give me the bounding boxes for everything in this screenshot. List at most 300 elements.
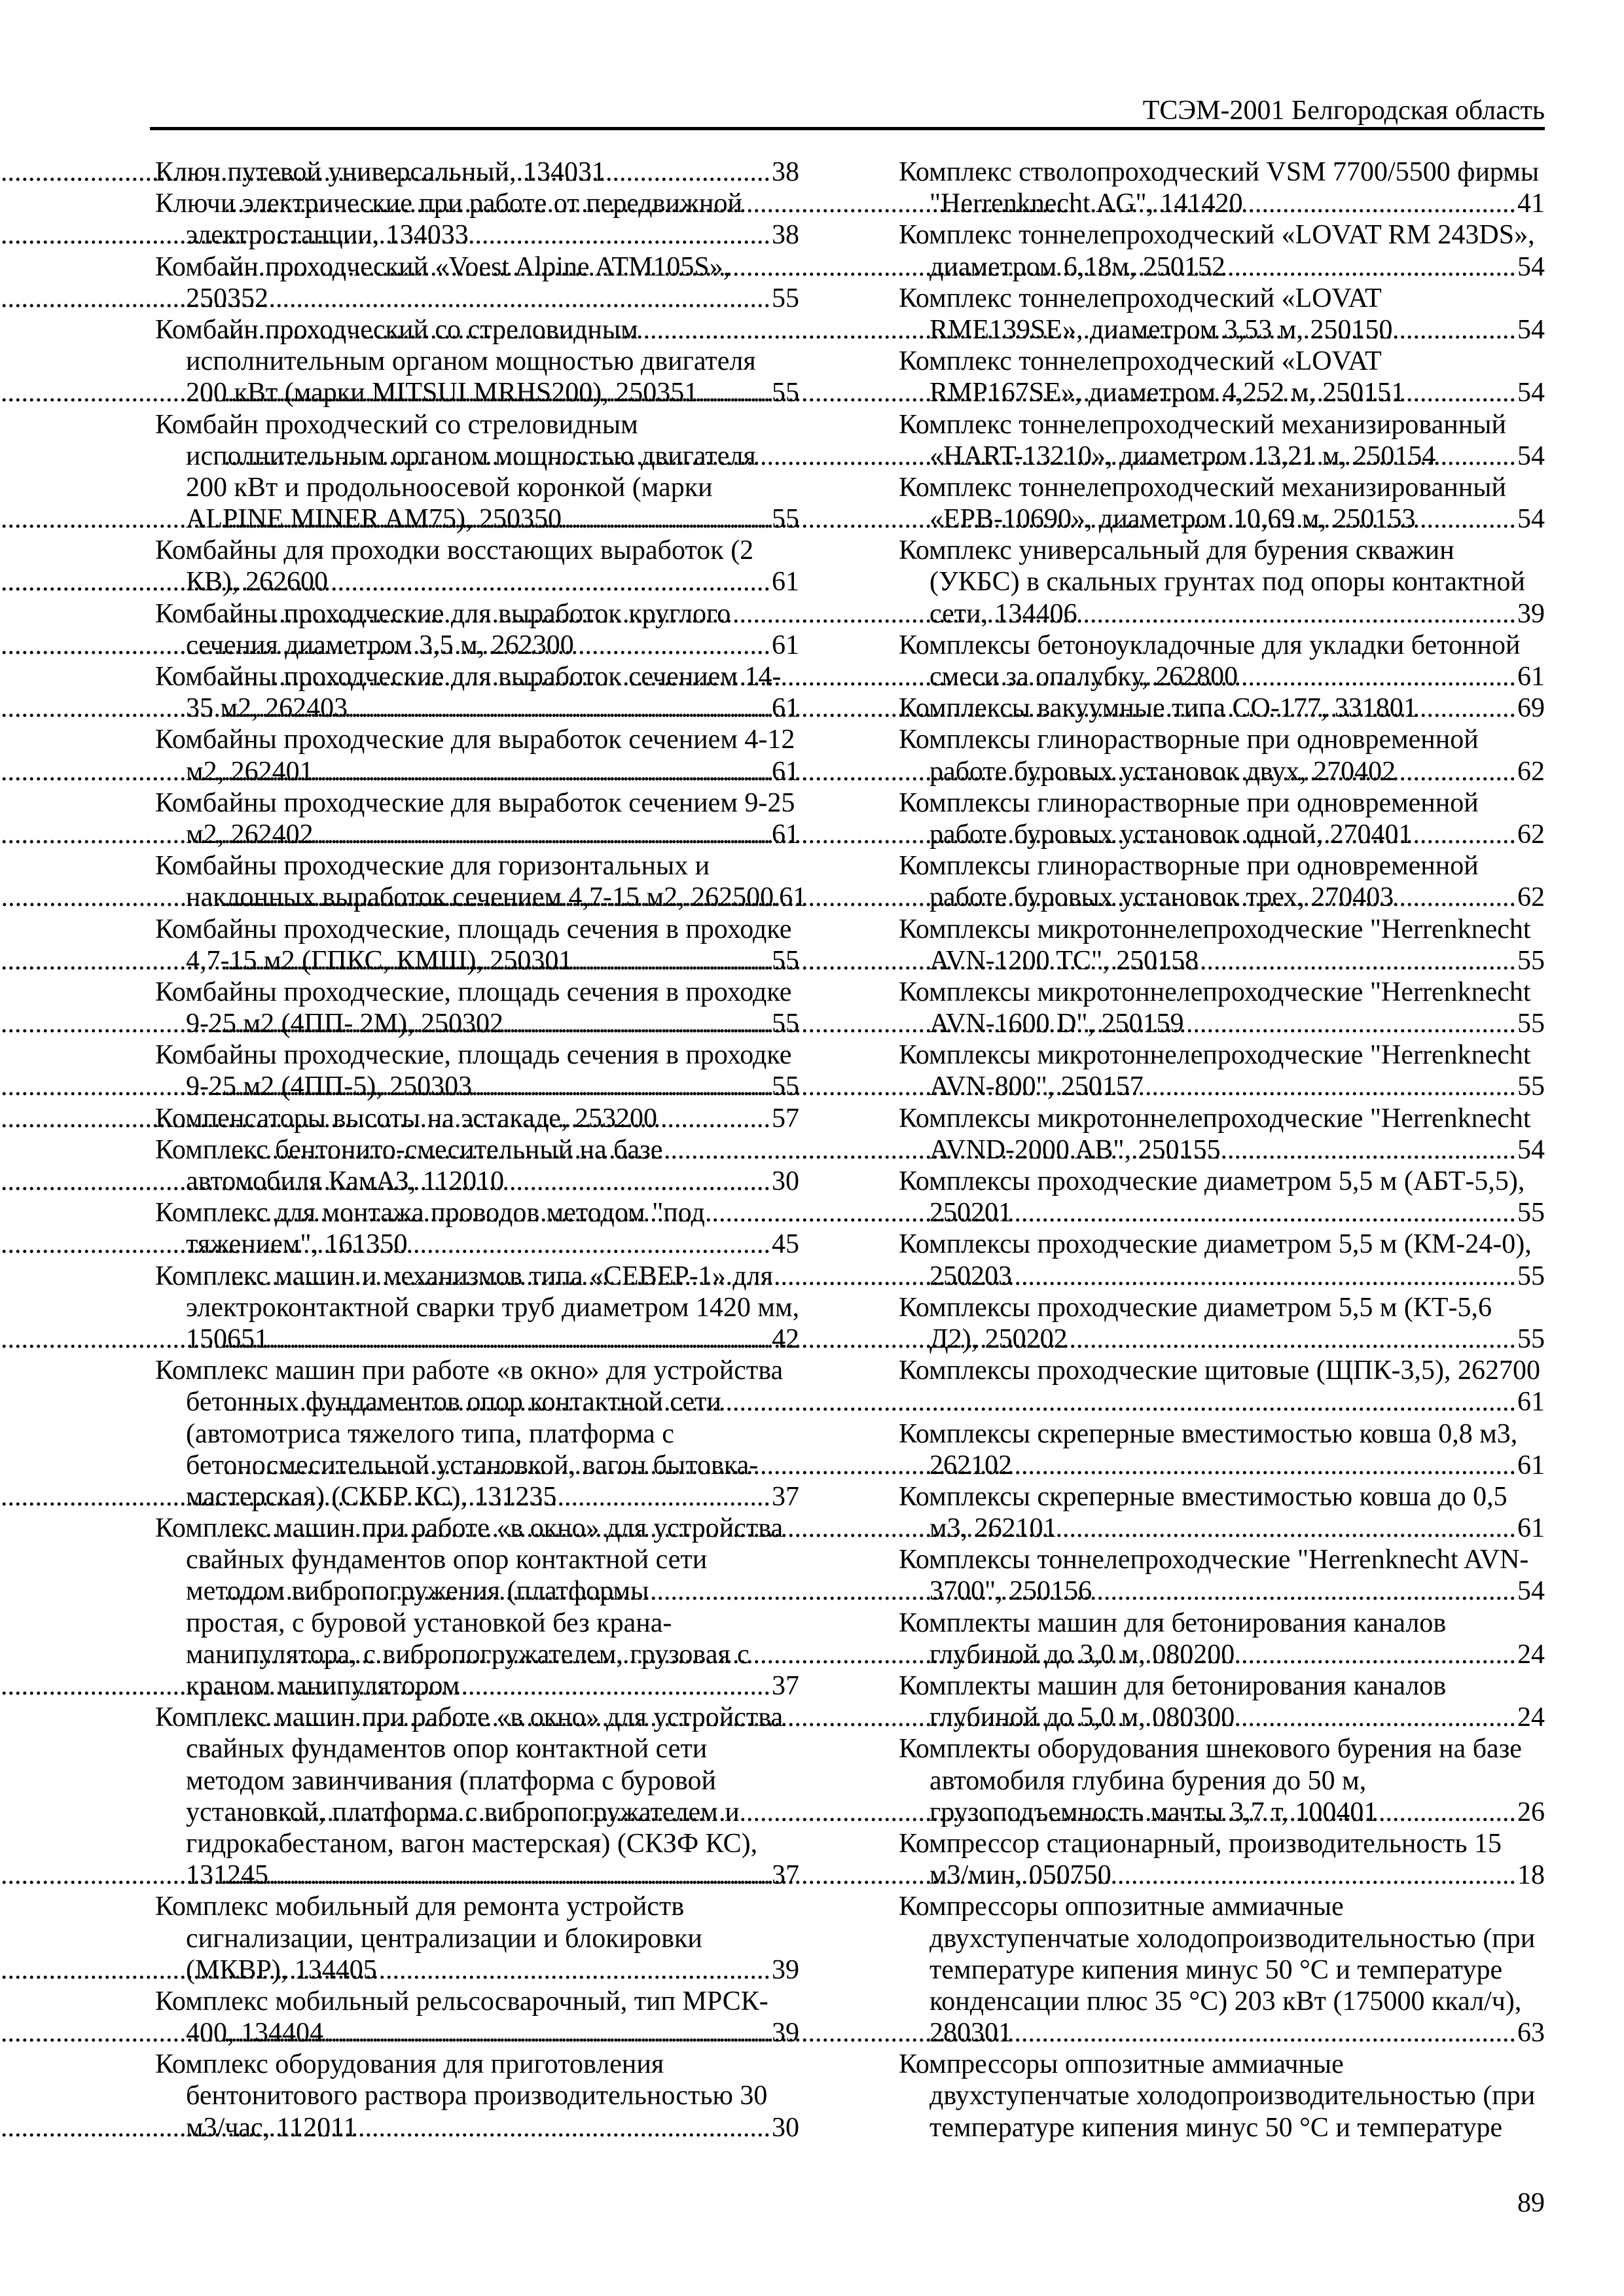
entry-page-number: 24: [1517, 1702, 1545, 1733]
dot-leader: [1057, 1513, 1517, 1544]
entry-page-number: 41: [1517, 188, 1545, 219]
entry-text: Комплекс бентонито-смесительный на базе: [155, 1134, 663, 1165]
index-entry-line: [155, 2112, 799, 2144]
index-entry-line: [899, 1702, 1545, 1733]
entry-text: RMP167SE», диаметром 4,252 м, 250151: [929, 378, 1405, 408]
dot-leader: [574, 630, 772, 661]
entry-page-number: 55: [1517, 1323, 1545, 1354]
dot-leader: [504, 1166, 772, 1197]
index-entry-line: [899, 945, 1545, 977]
entry-text: 400, 134404: [186, 2018, 323, 2049]
dot-leader: [1111, 1859, 1517, 1891]
entry-page-number: 55: [772, 378, 799, 408]
index-entry-line: [899, 1954, 1545, 1986]
index-entry-line: [899, 1544, 1545, 1575]
index-entry: [155, 1891, 799, 1986]
dot-leader: [1225, 251, 1517, 283]
index-entry: [155, 2049, 799, 2144]
index-entry: [899, 630, 1545, 692]
index-entry-line: [155, 1229, 799, 1260]
index-entry-line: [899, 1575, 1545, 1607]
dot-leader: [1377, 1797, 1517, 1828]
index-entry: [899, 1891, 1545, 2049]
entry-page-number: 55: [1517, 1071, 1545, 1102]
entry-text: Комплексы вакуумные типа СО-177, 331801: [899, 693, 1417, 724]
entry-page-number: 39: [772, 1954, 799, 1985]
entry-page-number: 38: [772, 157, 799, 187]
index-entry-line: [155, 1828, 799, 1859]
index-entry-line: [899, 1103, 1545, 1134]
index-entry-line: [899, 1386, 1545, 1418]
index-entry-line: [899, 914, 1545, 945]
entry-text: Комплекс оборудования для приготовления: [155, 2049, 664, 2080]
entry-page-number: 62: [1517, 756, 1545, 787]
dot-leader: [1394, 882, 1517, 913]
entry-text: Комплекты оборудования шнекового бурения на базе: [899, 1734, 1522, 1765]
index-entry: [899, 1607, 1545, 1670]
index-entry-line: [899, 661, 1545, 692]
index-entry: [899, 1828, 1545, 1891]
dot-leader: [328, 566, 772, 598]
index-entry-line: [899, 156, 1545, 188]
entry-text: 200 кВт и продольноосевой коронкой (марки: [186, 472, 713, 503]
entry-text: 3700", 250156: [929, 1576, 1092, 1607]
dot-leader: [1221, 1134, 1517, 1166]
index-entry-line: [899, 535, 1545, 566]
index-entry-line: [155, 1670, 799, 1702]
entry-text: двухступенчатые холодопроизводительностью (при: [929, 1923, 1536, 1954]
entry-page-number: 54: [1517, 1134, 1545, 1165]
entry-page-number: 61: [772, 819, 799, 850]
index-entry-line: [899, 1607, 1545, 1639]
entry-page-number: 18: [1517, 1860, 1545, 1891]
dot-leader: [357, 2112, 772, 2144]
entry-text: Комплексы микротоннелепроходческие "Herrenknecht: [899, 1103, 1531, 1134]
entry-text: Комплексы микротоннелепроходческие "Herrenknecht: [899, 977, 1531, 1007]
entry-text: 262102: [929, 1450, 1012, 1480]
index-entry-line: [155, 566, 799, 598]
index-entry: [899, 977, 1545, 1039]
entry-page-number: 61: [1517, 1450, 1545, 1480]
index-entry-line: [899, 1355, 1545, 1386]
entry-text: 9-25 м2 (4ПП- 2М), 250302: [186, 1009, 504, 1039]
entry-page-number: 30: [772, 1166, 799, 1196]
index-entry: [899, 1103, 1545, 1166]
entry-text: AVN-800", 250157: [929, 1071, 1144, 1102]
entry-page-number: 30: [772, 2112, 799, 2143]
entry-text: простая, с буровой установкой без крана-: [186, 1607, 672, 1638]
index-entry-line: [899, 1134, 1545, 1166]
index-entry-line: [899, 2049, 1545, 2080]
entry-text: Д2), 250202: [929, 1323, 1068, 1354]
entry-text: 250203: [929, 1261, 1012, 1291]
entry-page-number: 55: [1517, 945, 1545, 976]
index-entry-line: [155, 1355, 799, 1386]
entry-text: (МКВР), 134405: [186, 1954, 377, 1985]
entry-text: тяжением", 161350: [186, 1229, 408, 1260]
index-entry-line: [899, 251, 1545, 283]
dot-leader: [377, 1954, 772, 1986]
index-entry-line: [899, 1166, 1545, 1197]
entry-text: Компрессор стационарный, производительность 15: [899, 1828, 1502, 1859]
entry-page-number: 62: [1517, 882, 1545, 913]
entry-page-number: 54: [1517, 504, 1545, 535]
entry-page-number: 54: [1517, 378, 1545, 408]
index-entry-line: [899, 1859, 1545, 1891]
dot-leader: [1415, 503, 1517, 535]
entry-text: Комплекс тоннелепроходческий «LOVAT: [899, 346, 1382, 377]
entry-text: Комбайны проходческие, площадь сечения в проходке: [155, 977, 792, 1007]
entry-text: м3/мин, 050750: [929, 1860, 1111, 1891]
entry-text: сигнализации, централизации и блокировки: [186, 1923, 702, 1954]
entry-text: Комплекс тоннелепроходческий механизированный: [899, 409, 1506, 440]
entry-text: установкой, платформа с вибропогружателем и: [186, 1797, 740, 1827]
entry-text: температуре кипения минус 50 °С и температуре: [929, 1954, 1503, 1985]
entry-text: Комплексы тоннелепроходческие "Herrenknecht AVN-: [899, 1545, 1529, 1575]
index-entry-line: [155, 1607, 799, 1639]
entry-text: «HART-13210», диаметром 13,21 м, 250154: [929, 440, 1436, 471]
index-entry-line: [155, 1986, 799, 2017]
index-entry: [899, 219, 1545, 282]
entry-text: Комбайны проходческие для горизонтальных и: [155, 851, 710, 882]
entry-text: работе буровых установок трех, 270403: [929, 882, 1394, 913]
entry-text: 150651: [186, 1323, 268, 1354]
entry-text: 131245: [186, 1860, 268, 1891]
entry-page-number: 54: [1517, 251, 1545, 282]
index-entry-line: [155, 1292, 799, 1323]
index-entry-line: [155, 914, 799, 945]
entry-text: конденсации плюс 35 °С) 203 кВт (175000 ккал/ч),: [929, 1986, 1522, 2017]
index-entry-line: [155, 1765, 799, 1797]
index-entry-line: [899, 346, 1545, 377]
entry-page-number: 55: [772, 1071, 799, 1102]
index-entry: [899, 1481, 1545, 1544]
entry-page-number: 42: [772, 1323, 799, 1354]
dot-leader: [1235, 1702, 1517, 1733]
entry-text: (УКБС) в скальных грунтах под опоры контактной: [929, 567, 1526, 598]
entry-text: Комплекс мобильный рельсосварочный, тип МРСК-: [155, 1986, 768, 2017]
index-entry-line: [899, 1039, 1545, 1071]
entry-text: Комплексы скреперные вместимостью ковша до 0,5: [899, 1481, 1507, 1512]
entry-text: 250201: [929, 1198, 1012, 1229]
index-entry: [899, 692, 1545, 724]
entry-text: 35 м2, 262403: [186, 693, 348, 724]
entry-page-number: 61: [772, 756, 799, 787]
index-entry-line: [155, 409, 799, 440]
entry-page-number: 61: [1517, 1513, 1545, 1544]
index-entry: [155, 535, 799, 598]
dot-leader: [460, 1670, 772, 1702]
entry-text: AVN-1200 TC", 250158: [929, 945, 1199, 976]
index-entry-line: [899, 1765, 1545, 1797]
entry-page-number: 63: [1517, 2018, 1545, 2049]
index-entry-line: [899, 377, 1545, 408]
dot-leader: [1012, 2017, 1517, 2049]
entry-text: сечения диаметром 3,5 м, 262300: [186, 630, 574, 660]
index-entry-line: [899, 188, 1545, 219]
index-entry-line: [899, 1197, 1545, 1229]
index-entry-line: [899, 1071, 1545, 1102]
index-entry-line: [155, 283, 799, 314]
index-entry: [899, 1670, 1545, 1733]
index-entry-line: [155, 156, 799, 188]
index-entry: [899, 2049, 1545, 2144]
dot-leader: [408, 1229, 772, 1260]
entry-text: мастерская) (СКБР КС), 131235: [186, 1481, 557, 1512]
entry-text: методом завинчивания (платформа с буровой: [186, 1765, 717, 1796]
entry-text: свайных фундаментов опор контактной сети: [186, 1734, 708, 1765]
dot-leader: [1012, 1197, 1517, 1229]
entry-text: Компрессоры оппозитные аммиачные: [899, 2049, 1344, 2080]
entry-text: бетоносмесительной установкой, вагон бытовка-: [186, 1450, 759, 1480]
index-entry-line: [899, 440, 1545, 472]
index-entry-line: [155, 1891, 799, 1922]
index-entry-line: [899, 882, 1545, 913]
entry-text: Комплексы проходческие диаметром 5,5 м (АБТ-5,5),: [899, 1166, 1525, 1196]
entry-text: глубиной до 5,0 м, 080300: [929, 1702, 1235, 1733]
entry-page-number: 55: [1517, 1009, 1545, 1039]
index-entry-line: [899, 1891, 1545, 1922]
index-entry: [155, 1355, 799, 1513]
dot-leader: [1243, 188, 1517, 219]
index-entry-line: [155, 977, 799, 1008]
dot-leader: [1392, 314, 1517, 346]
entry-text: температуре кипения минус 50 °С и температуре: [929, 2112, 1503, 2143]
index-entry: [155, 1103, 799, 1134]
dot-leader: [1092, 1575, 1517, 1607]
index-entry: [899, 1166, 1545, 1229]
entry-text: краном манипулятором: [186, 1671, 460, 1701]
dot-leader: [1199, 945, 1517, 977]
index-entry: [899, 787, 1545, 850]
entry-page-number: 61: [1517, 1387, 1545, 1418]
index-entry-line: [899, 756, 1545, 787]
entry-text: диаметром 6,18м, 250152: [929, 251, 1225, 282]
entry-text: Комплекс машин при работе «в окно» для устройства: [155, 1355, 784, 1386]
entry-text: методом вибропогружения (платформы: [186, 1576, 649, 1607]
entry-text: смеси за опалубку, 262800: [929, 662, 1238, 692]
index-entry-line: [899, 850, 1545, 882]
entry-text: м2, 262402: [186, 819, 314, 850]
entry-text: Ключи электрические при работе от передвижной: [155, 188, 742, 219]
entry-text: Комплексы глинорастворные при одновременной: [899, 851, 1479, 882]
index-entry: [899, 724, 1545, 787]
entry-text: Комплексы глинорастворные при одновременной: [899, 725, 1479, 755]
entry-page-number: 62: [1517, 819, 1545, 850]
entry-text: 200 кВт (марки MITSUI MRHS200), 250351: [186, 378, 698, 408]
entry-page-number: 54: [1517, 1576, 1545, 1607]
index-entry-line: [155, 787, 799, 819]
entry-text: Комплекс тоннелепроходческий «LOVAT RM 243DS»,: [899, 220, 1535, 251]
index-entry-line: [899, 1923, 1545, 1954]
index-entry: [899, 850, 1545, 913]
index-entry: [899, 1355, 1545, 1418]
index-entry-line: [899, 1986, 1545, 2017]
index-entry-line: [899, 409, 1545, 440]
index-entry-line: [899, 1292, 1545, 1323]
dot-leader: [1012, 1450, 1517, 1481]
dot-leader: [605, 156, 772, 188]
entry-text: AVND-2000 AB", 250155: [929, 1134, 1221, 1165]
index-entry-line: [899, 1797, 1545, 1828]
index-entry-line: [155, 2080, 799, 2111]
header-title: ТСЭМ-2001 Белгородская область: [1142, 96, 1545, 126]
entry-text: Комплексы бетоноукладочные для укладки бетонной: [899, 630, 1521, 660]
entry-text: RME139SE», диаметром 3,53 м, 250150: [929, 314, 1393, 345]
index-entry-line: [899, 2112, 1545, 2144]
index-entry-line: [899, 1418, 1545, 1450]
index-entry: [899, 1733, 1545, 1828]
entry-text: Комбайны проходческие, площадь сечения в проходке: [155, 914, 792, 944]
index-entry-line: [899, 724, 1545, 755]
index-entry-line: [899, 1670, 1545, 1702]
index-entry: [155, 156, 799, 188]
entry-text: Комбайны проходческие для выработок сечением 14-: [155, 662, 782, 692]
entry-page-number: 61: [772, 630, 799, 660]
entry-text: Компрессоры оппозитные аммиачные: [899, 1892, 1344, 1922]
entry-text: 250352: [186, 283, 268, 314]
index-entry-line: [155, 850, 799, 882]
entry-text: гидрокабестаном, вагон мастерская) (СКЗФ КС),: [186, 1828, 758, 1859]
entry-text: Комплекты машин для бетонирования каналов: [899, 1607, 1447, 1638]
entry-page-number: 55: [772, 1009, 799, 1039]
entry-text: исполнительным органом мощностью двигателя: [186, 440, 756, 471]
entry-page-number: 37: [772, 1481, 799, 1512]
entry-text: автомобиля КамАЗ, 112010: [186, 1166, 505, 1196]
entry-text: Комбайны для проходки восстающих выработок (2: [155, 535, 754, 566]
entry-text: Комплекс стволопроходческий VSM 7700/5500 фирмы: [899, 157, 1540, 187]
index-entry-line: [155, 535, 799, 566]
entry-page-number: 57: [772, 1103, 799, 1134]
entry-page-number: 38: [772, 220, 799, 251]
index-entry-line: [899, 503, 1545, 535]
entry-text: манипулятора, с вибропогружателем, грузовая с: [186, 1639, 749, 1670]
entry-page-number: 61: [1517, 662, 1545, 692]
index-entry-line: [155, 472, 799, 503]
running-header: [150, 97, 1545, 130]
entry-text: Компенсаторы высоты на эстакаде, 253200: [155, 1103, 657, 1134]
entry-text: "Herrenknecht AG", 141420: [929, 188, 1243, 219]
index-entry-line: [899, 1639, 1545, 1670]
index-entry-line: [899, 1450, 1545, 1481]
index-entry: [899, 472, 1545, 535]
entry-text: Комплексы проходческие диаметром 5,5 м (КТ-5,6: [899, 1292, 1492, 1323]
index-entry-line: [155, 1923, 799, 1954]
index-entry: [899, 535, 1545, 630]
entry-text: Комплекс мобильный для ремонта устройств: [155, 1892, 685, 1922]
entry-page-number: 55: [1517, 1198, 1545, 1229]
dot-leader: [1405, 377, 1517, 408]
entry-text: Комбайн проходческий со стреловидным: [155, 409, 638, 440]
entry-text: свайных фундаментов опор контактной сети: [186, 1545, 708, 1575]
entry-text: 4,7-15 м2 (ГПКС, КМШ), 250301: [186, 945, 573, 976]
index-entry: [899, 346, 1545, 408]
index-entry-line: [899, 566, 1545, 598]
entry-text: Комплекс машин при работе «в окно» для устройства: [155, 1702, 784, 1733]
index-entry: [899, 1292, 1545, 1355]
entry-text: бетонных фундаментов опор контактной сети: [186, 1387, 721, 1418]
dot-leader: [1238, 661, 1517, 692]
entry-text: сети, 134406: [929, 598, 1077, 629]
entry-text: Комплекс для монтажа проводов методом "под: [155, 1198, 705, 1229]
index-entry-line: [899, 1481, 1545, 1513]
dot-leader: [1396, 756, 1517, 787]
entry-text: бентонитового раствора производительностью 30: [186, 2081, 768, 2111]
index-entry-line: [155, 346, 799, 377]
index-entry-line: [899, 1008, 1545, 1039]
dot-leader: [929, 1386, 1517, 1418]
entry-page-number: 61: [779, 882, 807, 913]
entry-page-number: 55: [772, 283, 799, 314]
entry-page-number: 54: [1517, 314, 1545, 345]
index-entry-line: [899, 1733, 1545, 1765]
entry-text: Комплекты машин для бетонирования каналов: [899, 1671, 1447, 1701]
entry-text: электростанции, 134033: [186, 220, 469, 251]
index-entry-line: [155, 1418, 799, 1450]
entry-text: Комплексы проходческие щитовые (ЩПК-3,5), 262700: [899, 1355, 1540, 1386]
index-entry-line: [155, 724, 799, 755]
entry-text: Комплексы микротоннелепроходческие "Herrenknecht: [899, 914, 1531, 944]
entry-text: Комплекс машин и механизмов типа «СЕВЕР-1» для: [155, 1261, 773, 1291]
dot-leader: [1417, 692, 1517, 724]
entry-page-number: 26: [1517, 1797, 1545, 1827]
entry-text: Комплекс тоннелепроходческий механизированный: [899, 472, 1506, 503]
entry-text: работе буровых установок двух, 270402: [929, 756, 1396, 787]
dot-leader: [1184, 1008, 1517, 1039]
index-entry-line: [899, 598, 1545, 630]
index-entry: [899, 409, 1545, 472]
entry-text: двухступенчатые холодопроизводительностью (при: [929, 2081, 1536, 2111]
index-entry-line: [899, 2080, 1545, 2111]
entry-text: м3/час, 112011: [186, 2112, 357, 2143]
index-entry-line: [899, 1323, 1545, 1355]
entry-text: Комбайны проходческие, площадь сечения в проходке: [155, 1040, 792, 1071]
index-column-right: [899, 156, 1545, 2144]
entry-text: AVN-1600 D", 250159: [929, 1009, 1184, 1039]
entry-text: Комбайн проходческий «Voest Alpine ATM105S»,: [155, 251, 731, 282]
entry-page-number: 69: [1517, 693, 1545, 724]
entry-text: наклонных выработок сечением 4,7-15 м2, 262500: [186, 882, 774, 913]
index-entry: [899, 1229, 1545, 1291]
index-entry-line: [155, 630, 799, 661]
entry-text: Комбайн проходческий со стреловидным: [155, 314, 638, 345]
dot-leader: [556, 1481, 772, 1513]
entry-page-number: 55: [772, 504, 799, 535]
entry-text: 280301: [929, 2018, 1012, 2049]
index-entry-line: [899, 819, 1545, 850]
entry-text: электроконтактной сварки труб диаметром 1420 мм,: [186, 1292, 800, 1323]
dot-leader: [1068, 1323, 1517, 1355]
index-entry: [899, 1418, 1545, 1481]
index-entry-line: [899, 630, 1545, 661]
entry-text: Комплексы скреперные вместимостью ковша 0,8 м3,: [899, 1418, 1518, 1449]
index-entry-line: [899, 1828, 1545, 1859]
index-entry-line: [899, 314, 1545, 346]
index-entry-line: [899, 1513, 1545, 1544]
entry-text: Комплексы глинорастворные при одновременной: [899, 787, 1479, 818]
entry-page-number: 61: [772, 567, 799, 598]
index-entry-line: [155, 1954, 799, 1986]
entry-text: Комбайны проходческие для выработок сечением 4-12: [155, 725, 795, 755]
index-entry-line: [899, 692, 1545, 724]
index-entry-line: [155, 219, 799, 251]
page-number: 89: [1517, 2188, 1545, 2218]
index-entry-line: [155, 1166, 799, 1197]
entry-text: работе буровых установок одной, 270401: [929, 819, 1413, 850]
entry-page-number: 55: [1517, 1261, 1545, 1291]
entry-page-number: 61: [772, 693, 799, 724]
dot-leader: [1077, 598, 1517, 630]
